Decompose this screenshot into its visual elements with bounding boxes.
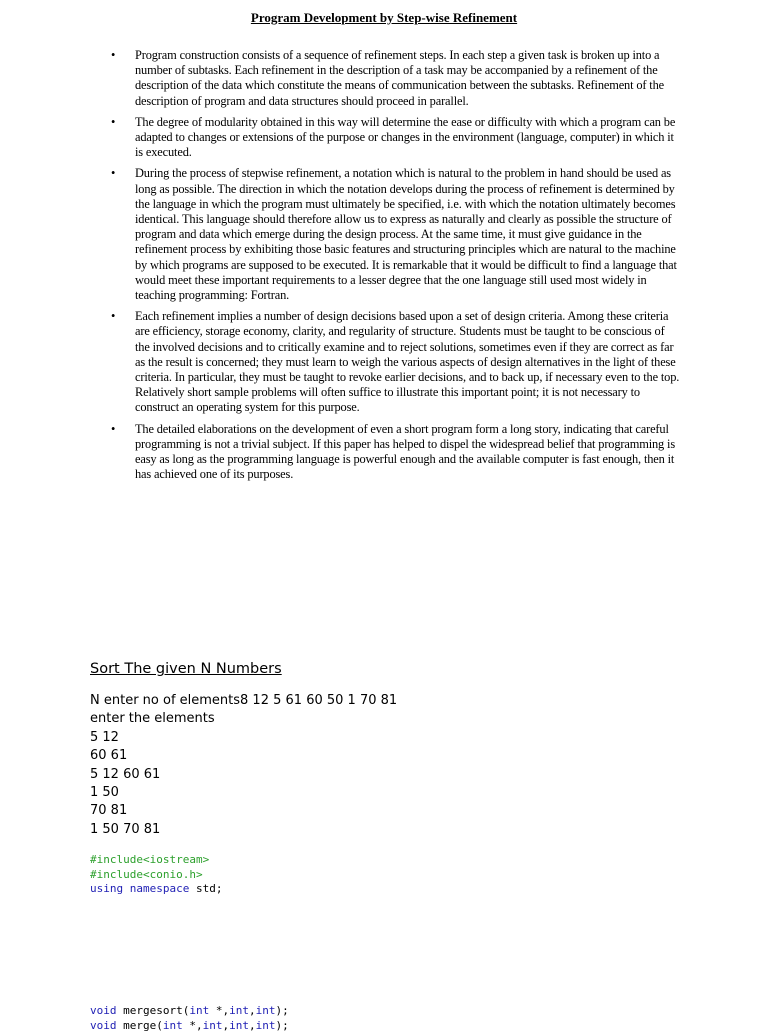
code-line — [90, 1004, 289, 1019]
program-output — [90, 692, 397, 839]
output-line: 70 81 — [90, 803, 128, 819]
output-line: 1 50 70 81 — [90, 821, 161, 837]
paragraph-text: During the process of stepwise refinement, a notation which is natural to the problem in hand should be used as long as possible. The direction in which the notation develops during the process of refinement is determined by the language in which the program must ultimately be specified, i.e. with which the notation ultimately becomes identical. This language should therefore allow us to express as naturally and clearly as possible the structure of program and data which emerge during the design process. At the same time, it must give guidance in the refinement process by exhibiting those basic features and structuring principles which are natural to the machine by which programs are supposed to be executed. It is remarkable that it would be difficult to find a language that would meet these important requirements to a lesser degree that the one language still used most widely in teaching programming: Fortran. — [135, 166, 677, 303]
keyword: int — [162, 1018, 183, 1032]
code-text: ); — [275, 1004, 289, 1017]
keyword: void — [90, 1018, 117, 1032]
code-text: , — [222, 1018, 230, 1032]
paragraph-text: Each refinement implies a number of design decisions based upon a set of design criteria. Among these criteria are efficiency, storage economy, clarity, and regularity of structure. Students must be taught to be conscious of the involved decisions and to critically examine and to reject solutions, sometimes even if they are correct as far as the result is concerned; they must learn to weigh the various aspects of design alternatives in the light of these criteria. In particular, they must be taught to revoke earlier decisions, and to back up, if necessary even to the top. Relatively short sample problems will often suffice to illustrate this important point; it is not necessary to construct an operating system for this purpose. — [135, 309, 680, 415]
code-text: ); — [275, 1018, 289, 1032]
bullet-icon: • — [111, 309, 116, 324]
output-line: enter the elements — [90, 711, 215, 727]
preprocessor-directive: #include<iostream> — [90, 853, 210, 866]
refinement-bullet-list — [111, 48, 681, 488]
keyword: int — [255, 1018, 276, 1032]
list-item — [111, 309, 681, 415]
function-name: merge( — [116, 1018, 163, 1032]
keyword: using — [90, 882, 124, 896]
keyword: int — [255, 1004, 276, 1017]
list-item — [111, 166, 681, 303]
output-line: 5 12 — [90, 729, 119, 745]
section-heading: Sort The given N Numbers — [90, 661, 282, 677]
code-text: , — [248, 1018, 256, 1032]
list-item — [111, 115, 681, 161]
paragraph-text: Program construction consists of a sequence of refinement steps. In each step a given task is broken up into a number of subtasks. Each refinement in the description of a task may be accompanied by a refinement of the description of the data which constitute the means of communication between the subtasks. Refinement of the description of program and data structures should proceed in parallel. — [135, 48, 664, 108]
output-line: 5 12 60 61 — [90, 766, 161, 782]
bullet-icon: • — [111, 421, 116, 436]
code-block-prototypes — [90, 1004, 289, 1033]
function-name: mergesort( — [116, 1004, 190, 1017]
code-line — [90, 853, 222, 868]
keyword: void — [90, 1004, 117, 1017]
code-line — [90, 868, 222, 883]
bullet-icon: • — [111, 48, 116, 62]
code-text: , — [248, 1004, 256, 1017]
keyword: namespace — [129, 882, 190, 896]
keyword: int — [189, 1004, 210, 1017]
paragraph-text: The detailed elaborations on the development of even a short program form a long story, indicating that careful programming is not a trivial subject. If this paper has helped to dispel the widespread belief that programming is easy as long as the programming language is powerful enough and the available computer is fast enough, then it has achieved one of its purposes. — [135, 421, 675, 482]
bullet-icon: • — [111, 166, 116, 181]
output-line: N enter no of elements8 12 5 61 60 50 1 70 81 — [90, 693, 398, 708]
output-line: 1 50 — [90, 785, 119, 801]
keyword: int — [229, 1018, 249, 1032]
output-line: 60 61 — [90, 748, 128, 764]
code-line — [90, 1019, 289, 1033]
code-block-includes — [90, 853, 222, 897]
code-text: *, — [209, 1004, 230, 1017]
bullet-icon: • — [111, 114, 116, 129]
list-item — [111, 48, 681, 109]
keyword: int — [229, 1004, 249, 1017]
code-line — [90, 882, 222, 897]
keyword: int — [202, 1018, 223, 1032]
paragraph-text: The degree of modularity obtained in this way will determine the ease or difficulty with which a program can be adapted to changes or extensions of the purpose or changes in the environment (language, computer) in which it is executed. — [135, 114, 676, 160]
list-item — [111, 422, 681, 483]
page-title: Program Development by Step-wise Refinement — [250, 10, 518, 25]
code-text: *, — [182, 1018, 203, 1032]
preprocessor-directive: #include<conio.h> — [90, 867, 203, 881]
code-text: std; — [189, 882, 223, 896]
